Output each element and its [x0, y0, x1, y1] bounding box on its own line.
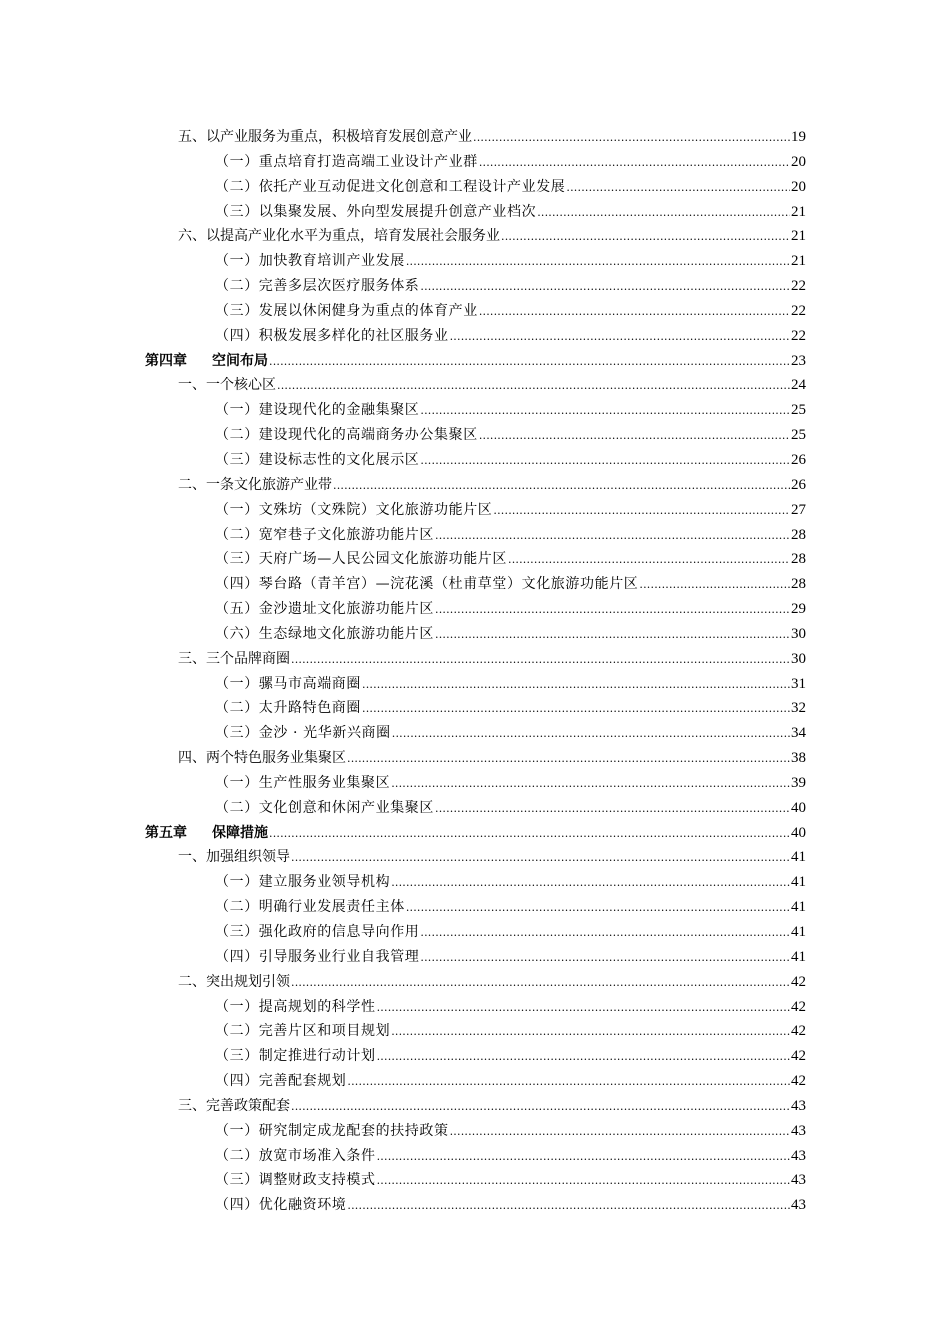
toc-entry-title	[215, 1193, 346, 1218]
toc-entry-title	[178, 125, 472, 150]
toc-dot-leader	[362, 673, 790, 698]
toc-page-number: 42	[791, 1023, 806, 1040]
toc-subsection-entry[interactable]	[0, 1193, 950, 1218]
table-of-contents	[0, 125, 950, 1218]
toc-page-number: 28	[791, 526, 806, 543]
toc-page-number: 40	[791, 799, 806, 816]
toc-entry-title	[145, 349, 268, 374]
toc-page-number: 26	[791, 476, 806, 493]
toc-page-number: 41	[791, 849, 806, 866]
toc-dot-leader	[435, 623, 790, 648]
toc-subsection-entry[interactable]	[0, 920, 950, 945]
toc-entry-text: （二）完善片区和项目规划	[215, 1023, 391, 1040]
toc-dot-leader	[406, 896, 790, 921]
toc-dot-leader	[420, 399, 790, 424]
toc-entry-text: （三）建设标志性的文化展示区	[215, 451, 420, 468]
toc-entry-title	[178, 373, 276, 398]
toc-subsection-entry[interactable]	[0, 672, 950, 697]
toc-dot-leader	[493, 499, 790, 524]
toc-subsection-entry[interactable]	[0, 398, 950, 423]
toc-page-number: 42	[791, 1048, 806, 1065]
toc-entry-text: 四、两个特色服务业集聚区	[178, 750, 346, 767]
toc-entry-title	[178, 473, 332, 498]
toc-dot-leader	[450, 325, 790, 350]
toc-subsection-entry[interactable]	[0, 324, 950, 349]
toc-subsection-entry[interactable]	[0, 200, 950, 225]
toc-page-number: 19	[791, 129, 806, 145]
toc-entry-title	[215, 498, 492, 523]
toc-entry-title	[215, 523, 434, 548]
toc-subsection-entry[interactable]	[0, 870, 950, 895]
toc-dot-leader	[392, 722, 790, 747]
toc-dot-leader	[450, 1120, 790, 1145]
toc-entry-title	[215, 274, 419, 299]
toc-entry-title	[178, 1094, 290, 1119]
toc-dot-leader	[377, 1169, 790, 1194]
toc-entry-text: （三）发展以休闲健身为重点的体育产业	[215, 302, 478, 319]
toc-entry-text: （一）建立服务业领导机构	[215, 874, 391, 891]
toc-page-number: 42	[791, 973, 806, 990]
toc-subsection-entry[interactable]	[0, 1144, 950, 1169]
toc-dot-leader	[479, 424, 790, 449]
toc-dot-leader	[391, 871, 790, 896]
toc-entry-text: （一）骡马市高端商圈	[215, 675, 361, 692]
toc-page-number: 30	[791, 650, 806, 667]
toc-entry-text: （五）金沙遗址文化旅游功能片区	[215, 601, 434, 618]
toc-page-number: 21	[791, 203, 806, 220]
toc-section-entry[interactable]	[0, 224, 950, 249]
toc-entry-text: （四）完善配套规划	[215, 1073, 347, 1090]
toc-subsection-entry[interactable]	[0, 523, 950, 548]
toc-chapter-number: 第四章	[145, 352, 187, 369]
toc-page-number: 41	[791, 874, 806, 891]
toc-dot-leader	[420, 449, 790, 474]
toc-entry-title	[215, 398, 419, 423]
toc-subsection-entry[interactable]	[0, 423, 950, 448]
toc-dot-leader	[277, 374, 790, 399]
toc-page-number: 28	[791, 576, 806, 593]
toc-page-number: 22	[791, 302, 806, 319]
toc-entry-text: （四）积极发展多样化的社区服务业	[215, 327, 449, 344]
toc-chapter-number: 第五章	[145, 824, 187, 841]
toc-dot-leader	[566, 176, 790, 201]
toc-entry-title	[215, 945, 419, 970]
toc-dot-leader	[420, 275, 790, 300]
toc-entry-title	[215, 249, 405, 274]
toc-entry-text: （二）文化创意和休闲产业集聚区	[215, 799, 434, 816]
toc-entry-title	[215, 696, 361, 721]
toc-entry-title	[215, 200, 536, 225]
toc-page-number: 21	[791, 228, 806, 245]
toc-entry-text: （二）宽窄巷子文化旅游功能片区	[215, 526, 434, 543]
toc-entry-text: （一）研究制定成龙配套的扶持政策	[215, 1122, 449, 1139]
toc-section-entry[interactable]	[0, 647, 950, 672]
toc-dot-leader	[291, 648, 790, 673]
toc-dot-leader	[391, 1020, 790, 1045]
toc-page-number: 42	[791, 1073, 806, 1090]
toc-page-number: 29	[791, 601, 806, 618]
toc-subsection-entry[interactable]	[0, 1168, 950, 1193]
toc-dot-leader	[420, 921, 790, 946]
toc-dot-leader	[435, 524, 790, 549]
toc-page-number: 43	[791, 1122, 806, 1139]
toc-entry-title	[215, 423, 478, 448]
toc-entry-text: （一）文殊坊（文殊院）文化旅游功能片区	[215, 501, 493, 518]
toc-entry-text: （一）生产性服务业集聚区	[215, 774, 391, 791]
toc-subsection-entry[interactable]	[0, 175, 950, 200]
toc-entry-title	[215, 672, 361, 697]
toc-entry-title	[215, 547, 507, 572]
toc-entry-title	[215, 324, 449, 349]
toc-entry-text: 二、一条文化旅游产业带	[178, 476, 332, 493]
toc-subsection-entry[interactable]	[0, 771, 950, 796]
toc-section-entry[interactable]	[0, 746, 950, 771]
toc-page-number: 30	[791, 625, 806, 642]
toc-entry-title	[215, 920, 419, 945]
toc-dot-leader	[508, 548, 790, 573]
toc-subsection-entry[interactable]	[0, 597, 950, 622]
toc-entry-text: 六、以提高产业化水平为重点，培育发展社会服务业	[178, 228, 500, 245]
toc-page-number: 43	[791, 1097, 806, 1114]
toc-entry-text: （三）以集聚发展、外向型发展提升创意产业档次	[215, 203, 537, 220]
toc-dot-leader	[269, 822, 790, 847]
toc-entry-text: （二）放宽市场准入条件	[215, 1147, 376, 1164]
toc-subsection-entry[interactable]	[0, 1119, 950, 1144]
toc-page-number: 43	[791, 1197, 806, 1214]
toc-page-number: 22	[791, 278, 806, 295]
toc-entry-text: （六）生态绿地文化旅游功能片区	[215, 625, 434, 642]
toc-entry-text: （三）调整财政支持模式	[215, 1172, 376, 1189]
toc-entry-title	[215, 1019, 390, 1044]
toc-dot-leader	[435, 797, 790, 822]
toc-page-number: 40	[791, 824, 806, 841]
toc-dot-leader	[537, 201, 790, 226]
toc-entry-title	[215, 1168, 376, 1193]
toc-entry-text: 三、三个品牌商圈	[178, 650, 290, 667]
toc-dot-leader	[362, 697, 790, 722]
toc-subsection-entry[interactable]	[0, 1044, 950, 1069]
toc-dot-leader	[435, 598, 790, 623]
toc-page-number: 43	[791, 1172, 806, 1189]
toc-dot-leader	[291, 846, 790, 871]
toc-page-number: 25	[791, 427, 806, 444]
toc-page-number: 24	[791, 377, 806, 394]
toc-page-number: 20	[791, 153, 806, 170]
toc-entry-title	[178, 224, 500, 249]
toc-subsection-entry[interactable]	[0, 572, 950, 597]
toc-entry-title	[215, 995, 376, 1020]
toc-dot-leader	[473, 126, 790, 151]
toc-entry-text: （一）重点培育打造高端工业设计产业群	[215, 153, 478, 170]
toc-page-number: 39	[791, 774, 806, 791]
toc-entry-title	[215, 597, 434, 622]
toc-entry-text: 三、完善政策配套	[178, 1097, 290, 1114]
toc-dot-leader	[347, 747, 790, 772]
toc-dot-leader	[479, 300, 790, 325]
toc-subsection-entry[interactable]	[0, 796, 950, 821]
toc-entry-title	[215, 1044, 376, 1069]
toc-entry-text: （二）建设现代化的高端商务办公集聚区	[215, 427, 478, 444]
toc-entry-title	[178, 647, 290, 672]
toc-entry-text: （三）强化政府的信息导向作用	[215, 924, 420, 940]
toc-dot-leader	[420, 946, 790, 971]
toc-dot-leader	[639, 573, 790, 598]
toc-subsection-entry[interactable]	[0, 274, 950, 299]
toc-page-number: 27	[791, 501, 806, 518]
toc-subsection-entry[interactable]	[0, 1069, 950, 1094]
toc-entry-text: （二）依托产业互动促进文化创意和工程设计产业发展	[215, 178, 566, 195]
toc-subsection-entry[interactable]	[0, 696, 950, 721]
toc-subsection-entry[interactable]	[0, 547, 950, 572]
toc-entry-title	[178, 746, 346, 771]
toc-subsection-entry[interactable]	[0, 299, 950, 324]
toc-subsection-entry[interactable]	[0, 895, 950, 920]
toc-entry-title	[215, 175, 565, 200]
toc-dot-leader	[347, 1070, 790, 1095]
toc-subsection-entry[interactable]	[0, 150, 950, 175]
toc-entry-title	[215, 870, 390, 895]
toc-entry-text: （一）提高规划的科学性	[215, 998, 376, 1015]
toc-page-number: 25	[791, 402, 806, 419]
toc-entry-title	[215, 1069, 346, 1094]
toc-page-number: 41	[791, 948, 806, 965]
toc-page-number: 42	[791, 998, 806, 1015]
toc-page-number: 41	[791, 924, 806, 940]
toc-entry-text: （二）明确行业发展责任主体	[215, 899, 405, 916]
toc-subsection-entry[interactable]	[0, 249, 950, 274]
toc-entry-text: （三）制定推进行动计划	[215, 1048, 376, 1065]
toc-dot-leader	[377, 1145, 790, 1170]
toc-dot-leader	[333, 474, 790, 499]
toc-entry-text: 保障措施	[212, 824, 268, 841]
toc-page-number: 31	[791, 675, 806, 692]
toc-subsection-entry[interactable]	[0, 721, 950, 746]
toc-page-number: 43	[791, 1147, 806, 1164]
toc-entry-title	[215, 1144, 376, 1169]
toc-dot-leader	[479, 151, 790, 176]
toc-entry-text: （二）完善多层次医疗服务体系	[215, 278, 420, 295]
toc-entry-title	[215, 771, 390, 796]
toc-entry-title	[215, 1119, 449, 1144]
toc-page-number: 41	[791, 899, 806, 916]
toc-entry-text: 二、突出规划引领	[178, 973, 290, 990]
toc-subsection-entry[interactable]	[0, 945, 950, 970]
toc-entry-text: （一）加快教育培训产业发展	[215, 253, 405, 270]
toc-entry-text: 五、以产业服务为重点，积极培育发展创意产业	[178, 129, 472, 145]
toc-entry-text: （一）建设现代化的金融集聚区	[215, 402, 420, 419]
toc-dot-leader	[377, 996, 790, 1021]
toc-dot-leader	[406, 250, 790, 275]
toc-entry-title	[215, 299, 478, 324]
toc-entry-title	[178, 970, 290, 995]
toc-entry-title	[215, 150, 478, 175]
toc-dot-leader	[347, 1194, 790, 1219]
toc-entry-text: （三）金沙 · 光华新兴商圈	[215, 725, 391, 742]
toc-dot-leader	[391, 772, 790, 797]
toc-dot-leader	[291, 971, 790, 996]
toc-page-number: 20	[791, 178, 806, 195]
toc-dot-leader	[501, 225, 790, 250]
toc-subsection-entry[interactable]	[0, 622, 950, 647]
toc-entry-text: （三）天府广场—人民公园文化旅游功能片区	[215, 551, 507, 568]
toc-entry-text: （四）琴台路（青羊宫）—浣花溪（杜甫草堂）文化旅游功能片区	[215, 576, 639, 593]
toc-page-number: 28	[791, 551, 806, 568]
toc-entry-title	[215, 721, 391, 746]
toc-section-entry[interactable]	[0, 473, 950, 498]
toc-entry-text: （四）优化融资环境	[215, 1197, 347, 1214]
toc-dot-leader	[269, 350, 790, 375]
toc-page-number: 22	[791, 327, 806, 344]
toc-section-entry[interactable]	[0, 970, 950, 995]
toc-entry-title	[215, 448, 419, 473]
toc-page-number: 26	[791, 451, 806, 468]
toc-entry-text: （二）太升路特色商圈	[215, 700, 361, 717]
toc-page-number: 34	[791, 725, 806, 742]
toc-dot-leader	[377, 1045, 790, 1070]
toc-page-number: 21	[791, 253, 806, 270]
toc-chapter-entry[interactable]	[0, 821, 950, 846]
toc-subsection-entry[interactable]	[0, 448, 950, 473]
toc-entry-title	[215, 572, 638, 597]
toc-subsection-entry[interactable]	[0, 498, 950, 523]
toc-section-entry[interactable]	[0, 373, 950, 398]
toc-entry-title	[215, 895, 405, 920]
toc-section-entry[interactable]	[0, 845, 950, 870]
toc-page-number: 38	[791, 750, 806, 767]
toc-entry-title	[178, 845, 290, 870]
toc-entry-text: （四）引导服务业行业自我管理	[215, 948, 420, 965]
toc-page-number: 32	[791, 700, 806, 717]
toc-subsection-entry[interactable]	[0, 995, 950, 1020]
toc-entry-text: 一、一个核心区	[178, 377, 276, 394]
toc-entry-title	[215, 796, 434, 821]
toc-entry-text: 一、加强组织领导	[178, 849, 290, 866]
toc-section-entry[interactable]	[0, 125, 950, 150]
toc-subsection-entry[interactable]	[0, 1019, 950, 1044]
toc-entry-title	[215, 622, 434, 647]
toc-entry-text: 空间布局	[212, 352, 268, 369]
toc-chapter-entry[interactable]	[0, 349, 950, 374]
toc-page-number: 23	[791, 352, 806, 369]
toc-dot-leader	[291, 1095, 790, 1120]
toc-entry-title	[145, 821, 268, 846]
toc-section-entry[interactable]	[0, 1094, 950, 1119]
